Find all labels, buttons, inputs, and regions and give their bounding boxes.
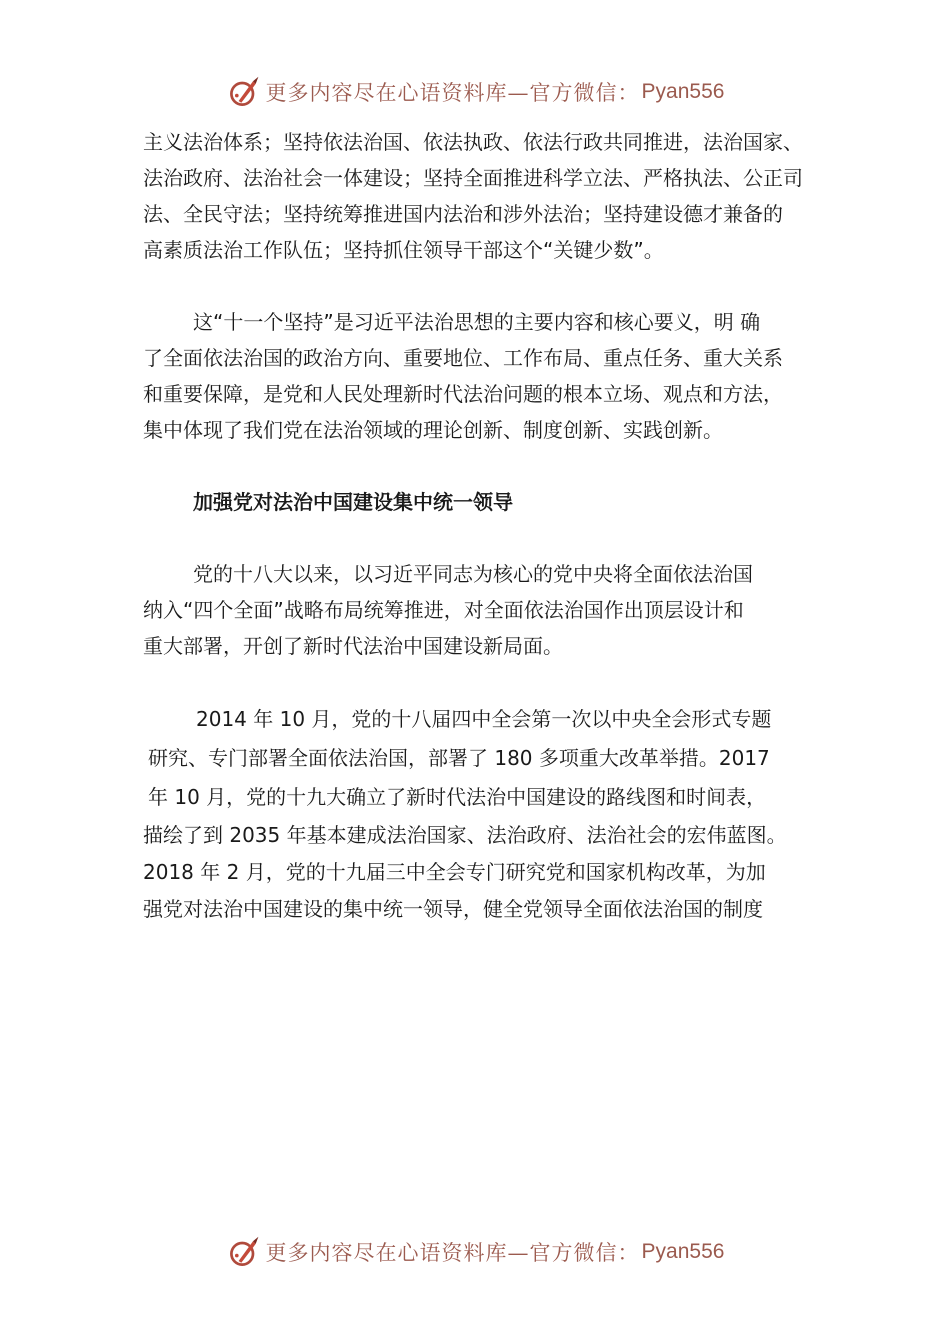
text-line: 高素质法治工作队伍；坚持抓住领导干部这个“关键少数”。 bbox=[143, 238, 664, 262]
text-line: 这“十一个坚持”是习近平法治思想的主要内容和核心要义，明 确 bbox=[193, 310, 761, 334]
paragraph-4 bbox=[143, 700, 833, 928]
quill-pen-logo-icon bbox=[226, 1234, 262, 1270]
text-line: 研究、专门部署全面依法治国，部署了 180 多项重大改革举措。2017 bbox=[148, 746, 770, 770]
text-line: 纳入“四个全面”战略布局统筹推进，对全面依法治国作出顶层设计和 bbox=[143, 598, 744, 622]
banner-text: 更多内容尽在心语资料库—官方微信： bbox=[265, 1241, 640, 1265]
banner-text: 更多内容尽在心语资料库—官方微信： bbox=[265, 81, 640, 105]
header-banner bbox=[0, 72, 950, 112]
text-line: 党的十八大以来，以习近平同志为核心的党中央将全面依法治国 bbox=[193, 562, 753, 586]
text-line: 描绘了到 2035 年基本建成法治国家、法治政府、法治社会的宏伟蓝图。 bbox=[143, 823, 787, 847]
paragraph-3 bbox=[143, 556, 833, 664]
text-line: 集中体现了我们党在法治领域的理论创新、制度创新、实践创新。 bbox=[143, 418, 723, 442]
text-line: 法治政府、法治社会一体建设；坚持全面推进科学立法、严格执法、公正司 bbox=[143, 166, 803, 190]
text-line: 强党对法治中国建设的集中统一领导，健全党领导全面依法治国的制度 bbox=[143, 897, 763, 921]
footer-banner bbox=[0, 1232, 950, 1272]
paragraph-2 bbox=[143, 304, 833, 448]
text-line: 重大部署，开创了新时代法治中国建设新局面。 bbox=[143, 634, 563, 658]
document-body bbox=[143, 124, 833, 928]
text-line: 主义法治体系；坚持依法治国、依法执政、依法行政共同推进，法治国家、 bbox=[143, 130, 803, 154]
text-line: 和重要保障，是党和人民处理新时代法治问题的根本立场、观点和方法， bbox=[143, 382, 783, 406]
banner-account: Pyan556 bbox=[641, 1240, 725, 1263]
banner-account: Pyan556 bbox=[641, 80, 725, 103]
quill-pen-logo-icon bbox=[226, 74, 262, 110]
text-line: 法、全民守法；坚持统筹推进国内法治和涉外法治；坚持建设德才兼备的 bbox=[143, 202, 783, 226]
text-line: 了全面依法治国的政治方向、重要地位、工作布局、重点任务、重大关系 bbox=[143, 346, 783, 370]
text-line: 2018 年 2 月，党的十九届三中全会专门研究党和国家机构改革，为加 bbox=[143, 860, 766, 884]
text-line: 年 10 月，党的十九大确立了新时代法治中国建设的路线图和时间表， bbox=[148, 785, 767, 809]
section-heading: 加强党对法治中国建设集中统一领导 bbox=[193, 490, 513, 514]
paragraph-1 bbox=[143, 124, 833, 268]
text-line: 2014 年 10 月，党的十八届四中全会第一次以中央全会形式专题 bbox=[196, 707, 772, 731]
